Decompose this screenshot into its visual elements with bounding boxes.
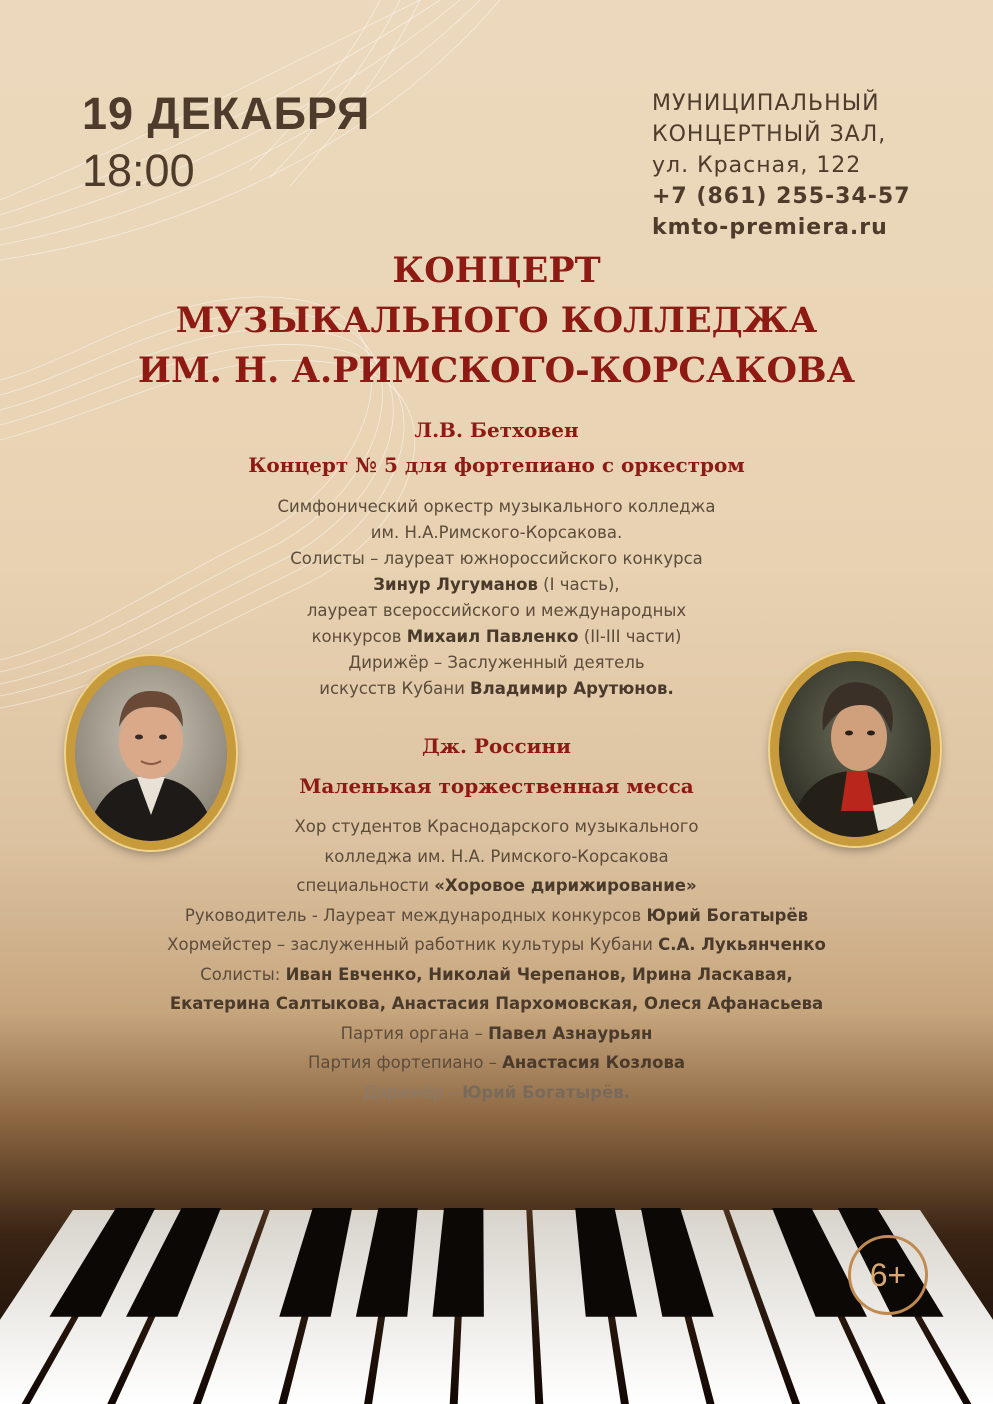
part2-line [0,1019,993,1049]
soloists-names: Иван Евченко, Николай Черепанов, Ирина Ласкавая, [285,964,793,984]
part2-text: Дирижёр – [363,1082,463,1102]
leader-name: Юрий Богатырёв [646,905,809,925]
specialty-name: «Хоровое дирижирование» [434,876,697,895]
title-line1: КОНЦЕРТ [392,250,601,291]
piano-keyboard [0,1200,993,1404]
part1-composer: Л.В. Бетховен [414,418,579,442]
part2-line [0,960,993,990]
concert-date: 19 ДЕКАБРЯ [82,88,371,139]
part2-description [0,812,993,1107]
venue-block [652,88,911,243]
part2-text: Руководитель - Лауреат международных конкурсов [184,905,647,925]
part2-text: Партия фортепиано – [307,1053,503,1072]
part1-line: им. Н.А.Римского-Корсакова. [370,523,623,542]
part1-text: конкурсов [311,627,407,646]
part1-line: Симфонический оркестр музыкального колледжа [277,497,716,516]
beethoven-portrait [770,652,940,846]
choirmaster-name: С.А. Лукьянченко [658,935,826,954]
venue-website: kmto-premiera.ru [652,215,888,240]
soloist-name: Зинур Лугуманов [373,575,538,594]
part1-line: Дирижёр – Заслуженный деятель [348,653,645,672]
part2-composer: Дж. Россини [422,734,571,758]
part2-work-title: Маленькая торжественная месса [299,774,694,798]
venue-address: ул. Красная, 122 [652,153,862,178]
part2-line [0,1078,993,1108]
title-line3: ИМ. Н. А.РИМСКОГО-КОРСАКОВА [137,350,856,391]
part2-line [0,871,993,901]
part2-text: специальности [296,876,435,895]
part1-line [0,572,993,598]
venue-phone: +7 (861) 255-34-57 [652,184,911,209]
concert-title [0,246,993,396]
beethoven-portrait-image [779,661,931,837]
part2-line: колледжа им. Н.А. Римского-Корсакова [324,846,669,866]
part1-work-title: Концерт № 5 для фортепиано с оркестром [248,453,745,477]
part2-line [0,1048,993,1078]
conductor-name: Владимир Арутюнов. [470,679,674,698]
part2-text: Хормейстер – заслуженный работник культуры Кубани [167,935,659,954]
rossini-portrait-image [75,665,227,841]
concert-time: 18:00 [82,145,195,196]
conductor-name: Юрий Богатырёв. [462,1082,630,1102]
age-rating-badge: 6+ [848,1235,928,1315]
part2-line [0,989,993,1019]
part1-line [0,624,993,650]
part1-line: Солисты – лауреат южнороссийского конкурса [290,549,703,568]
part1-text: искусств Кубани [319,679,471,698]
venue-name-line1: МУНИЦИПАЛЬНЫЙ [652,91,880,116]
part2-text: Партия органа – [340,1023,489,1043]
venue-name-line2: КОНЦЕРТНЫЙ ЗАЛ, [652,122,887,147]
part2-line: Хор студентов Краснодарского музыкального [294,817,699,836]
rossini-portrait [66,656,236,850]
part2-text: Солисты: [200,964,286,984]
part2-line [0,930,993,960]
part2-line [0,901,993,931]
pianist-name: Анастасия Козлова [502,1053,686,1072]
soloist-name: Михаил Павленко [406,627,579,646]
part1-text: (I часть), [537,575,620,594]
soloists-names: Екатерина Салтыкова, Анастасия Пархомовская, Олеся Афанасьева [169,994,824,1013]
organist-name: Павел Азнаурьян [488,1023,653,1043]
title-line2: МУЗЫКАЛЬНОГО КОЛЛЕДЖА [175,300,818,341]
part1-text: (II-III части) [578,627,682,646]
part1-line: лауреат всероссийского и международных [306,601,687,620]
